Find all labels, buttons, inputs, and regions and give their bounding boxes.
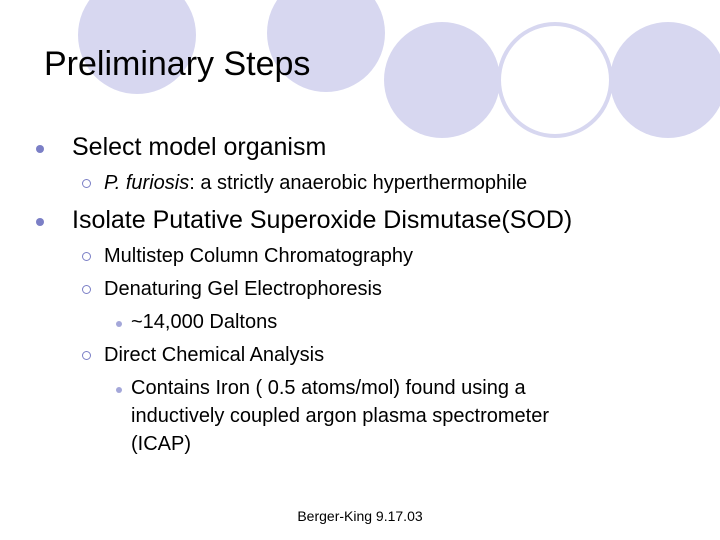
sub-sub-bullet-daltons: ~14,000 Daltons: [131, 311, 278, 333]
circle-filled-icon: [384, 22, 500, 138]
hollow-circle-bullet-icon: [82, 351, 91, 360]
sub-sub-bullet-iron-line1: Contains Iron ( 0.5 atoms/mol) found using a: [131, 377, 526, 399]
hollow-circle-bullet-icon: [82, 252, 91, 261]
sub-sub-bullet-iron-line3: (ICAP): [131, 433, 191, 455]
small-circle-bullet-icon: [116, 321, 122, 327]
circle-ring-icon: [497, 22, 613, 138]
small-circle-bullet-icon: [116, 387, 122, 393]
bullet-isolate-sod: Isolate Putative Superoxide Dismutase(SOD): [72, 206, 573, 234]
hollow-circle-bullet-icon: [82, 179, 91, 188]
sub-sub-bullet-iron-line2: inductively coupled argon plasma spectrometer: [131, 405, 549, 427]
filled-circle-bullet-icon: [36, 145, 44, 153]
sub-bullet-electrophoresis: Denaturing Gel Electrophoresis: [104, 278, 382, 300]
filled-circle-bullet-icon: [36, 218, 44, 226]
bullet-select-organism: Select model organism: [72, 133, 327, 161]
slide-title: Preliminary Steps: [44, 45, 311, 83]
organism-name: P. furiosis: [104, 172, 190, 194]
slide-footer: Berger-King 9.17.03: [297, 508, 423, 524]
sub-bullet-organism: [104, 172, 527, 195]
organism-description: : a strictly anaerobic hyperthermophile: [189, 172, 528, 194]
circle-filled-icon: [610, 22, 720, 138]
sub-bullet-chemical-analysis: Direct Chemical Analysis: [104, 344, 325, 366]
hollow-circle-bullet-icon: [82, 285, 91, 294]
sub-bullet-chromatography: Multistep Column Chromatography: [104, 245, 414, 267]
